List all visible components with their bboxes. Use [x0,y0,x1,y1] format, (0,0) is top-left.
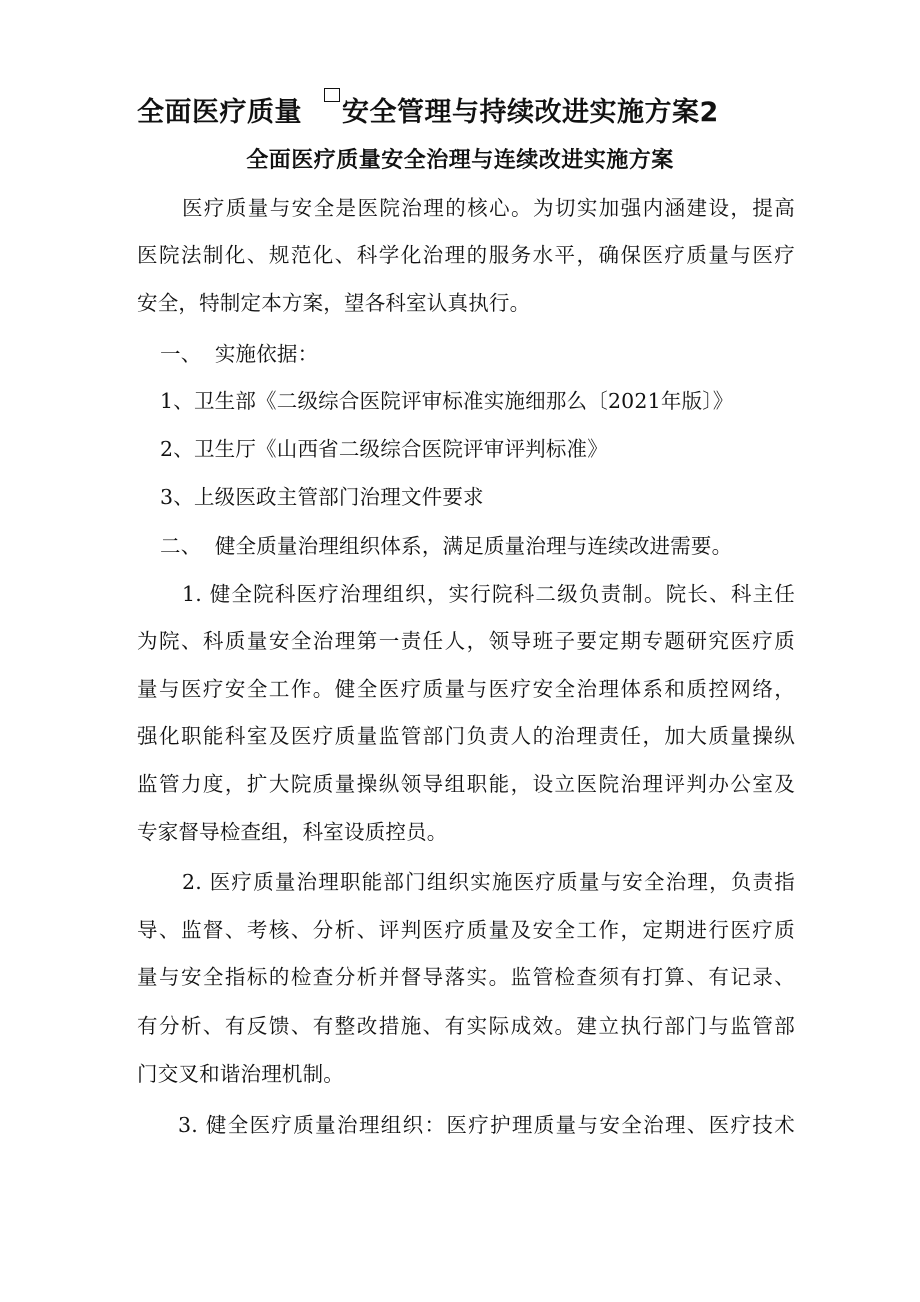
paragraph-line: 专家督导检查组，科室设质控员。 [137,820,448,844]
paragraph-line: 2. 医疗质量治理职能部门组织实施医疗质量与安全治理，负责指 [182,870,795,894]
paragraph-line: 强化职能科室及医疗质量监管部门负责人的治理责任，加大质量操纵 [137,724,795,748]
list-item: 1、卫生部《二级综合医院评审标准实施细那么〔2021年版〕》 [160,389,734,413]
list-item: 2、卫生厅《山西省二级综合医院评审评判标准》 [160,437,608,461]
paragraph-line: 门交叉和谐治理机制。 [137,1062,344,1086]
header-title [137,88,719,133]
paragraph-line: 安全，特制定本方案，望各科室认真执行。 [137,291,531,315]
header-title-part2: 安全管理与持续改进实施方案2 [342,97,719,128]
paragraph-line: 有分析、有反馈、有整改措施、有实际成效。建立执行部门与监管部 [137,1014,795,1038]
paragraph-line: 为院、科质量安全治理第一责任人，领导班子要定期专题研究医疗质 [137,629,795,653]
document-title: 全面医疗质量安全治理与连续改进实施方案 [246,148,674,173]
section-heading: 二、 健全质量治理组织体系，满足质量治理与连续改进需要。 [160,534,733,558]
list-item: 3、上级医政主管部门治理文件要求 [160,485,484,509]
paragraph-line: 监管力度，扩大院质量操纵领导组职能，设立医院治理评判办公室及 [137,772,795,796]
paragraph-line: 量与安全指标的检查分析并督导落实。监管检查须有打算、有记录、 [137,965,795,989]
missing-glyph-icon [324,88,340,102]
section-heading: 一、 实施依据： [160,342,319,366]
paragraph-line: 医疗质量与安全是医院治理的核心。为切实加强内涵建设，提高 [182,196,795,220]
paragraph-line: 3. 健全医疗质量治理组织：医疗护理质量与安全治理、医疗技术 [178,1113,795,1137]
paragraph-line: 导、监督、考核、分析、评判医疗质量及安全工作，定期进行医疗质 [137,918,795,942]
paragraph-line: 1. 健全院科医疗治理组织，实行院科二级负责制。院长、科主任 [182,582,795,606]
paragraph-line: 医院法制化、规范化、科学化治理的服务水平，确保医疗质量与医疗 [137,243,795,267]
paragraph-line: 量与医疗安全工作。健全医疗质量与医疗安全治理体系和质控网络， [137,677,795,701]
header-title-part1: 全面医疗质量 [137,97,302,128]
